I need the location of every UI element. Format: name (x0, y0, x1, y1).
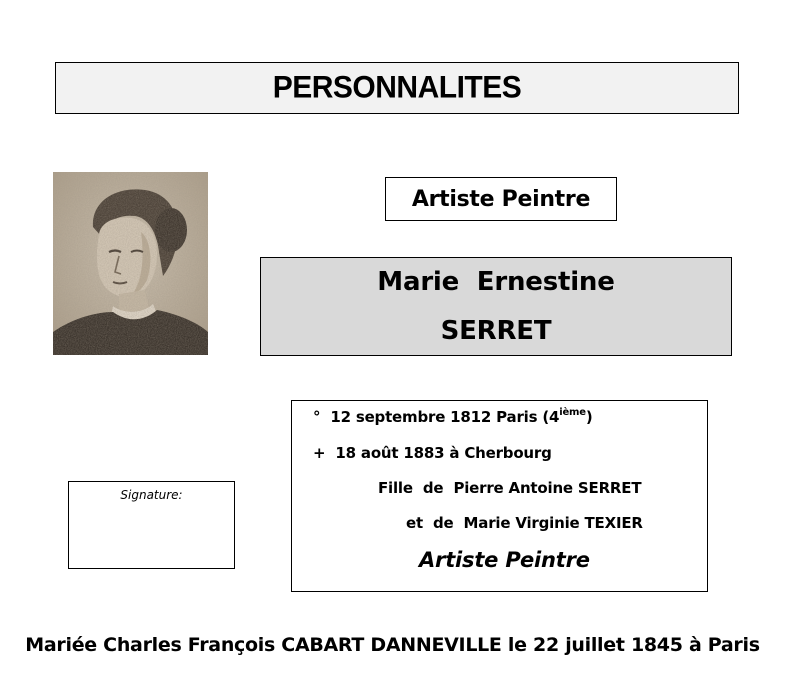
marriage-line: Mariée Charles François CABART DANNEVILLE le 22 juillet 1845 à Paris (25, 634, 760, 656)
birth-line (313, 408, 593, 426)
biography-details-box (291, 400, 708, 592)
birth-text: ° 12 septembre 1812 Paris (4 (313, 408, 560, 426)
signature-box (68, 481, 235, 569)
name-banner (260, 257, 732, 356)
role-label-box (385, 177, 617, 221)
mother-line: et de Marie Virginie TEXIER (406, 514, 643, 532)
death-line: + 18 août 1883 à Cherbourg (313, 444, 552, 462)
portrait-photo (53, 172, 208, 355)
name-first: Marie Ernestine (377, 266, 615, 297)
name-last: SERRET (440, 315, 552, 346)
birth-close-paren: ) (585, 408, 593, 426)
role-title: Artiste Peintre (411, 186, 591, 212)
title-banner (55, 62, 739, 114)
birth-arrondissement-suffix: ième (559, 407, 586, 418)
signature-label: Signature: (120, 488, 183, 502)
profession-line: Artiste Peintre (419, 548, 590, 572)
page-title: PERSONNALITES (272, 70, 522, 105)
father-line: Fille de Pierre Antoine SERRET (378, 479, 642, 497)
